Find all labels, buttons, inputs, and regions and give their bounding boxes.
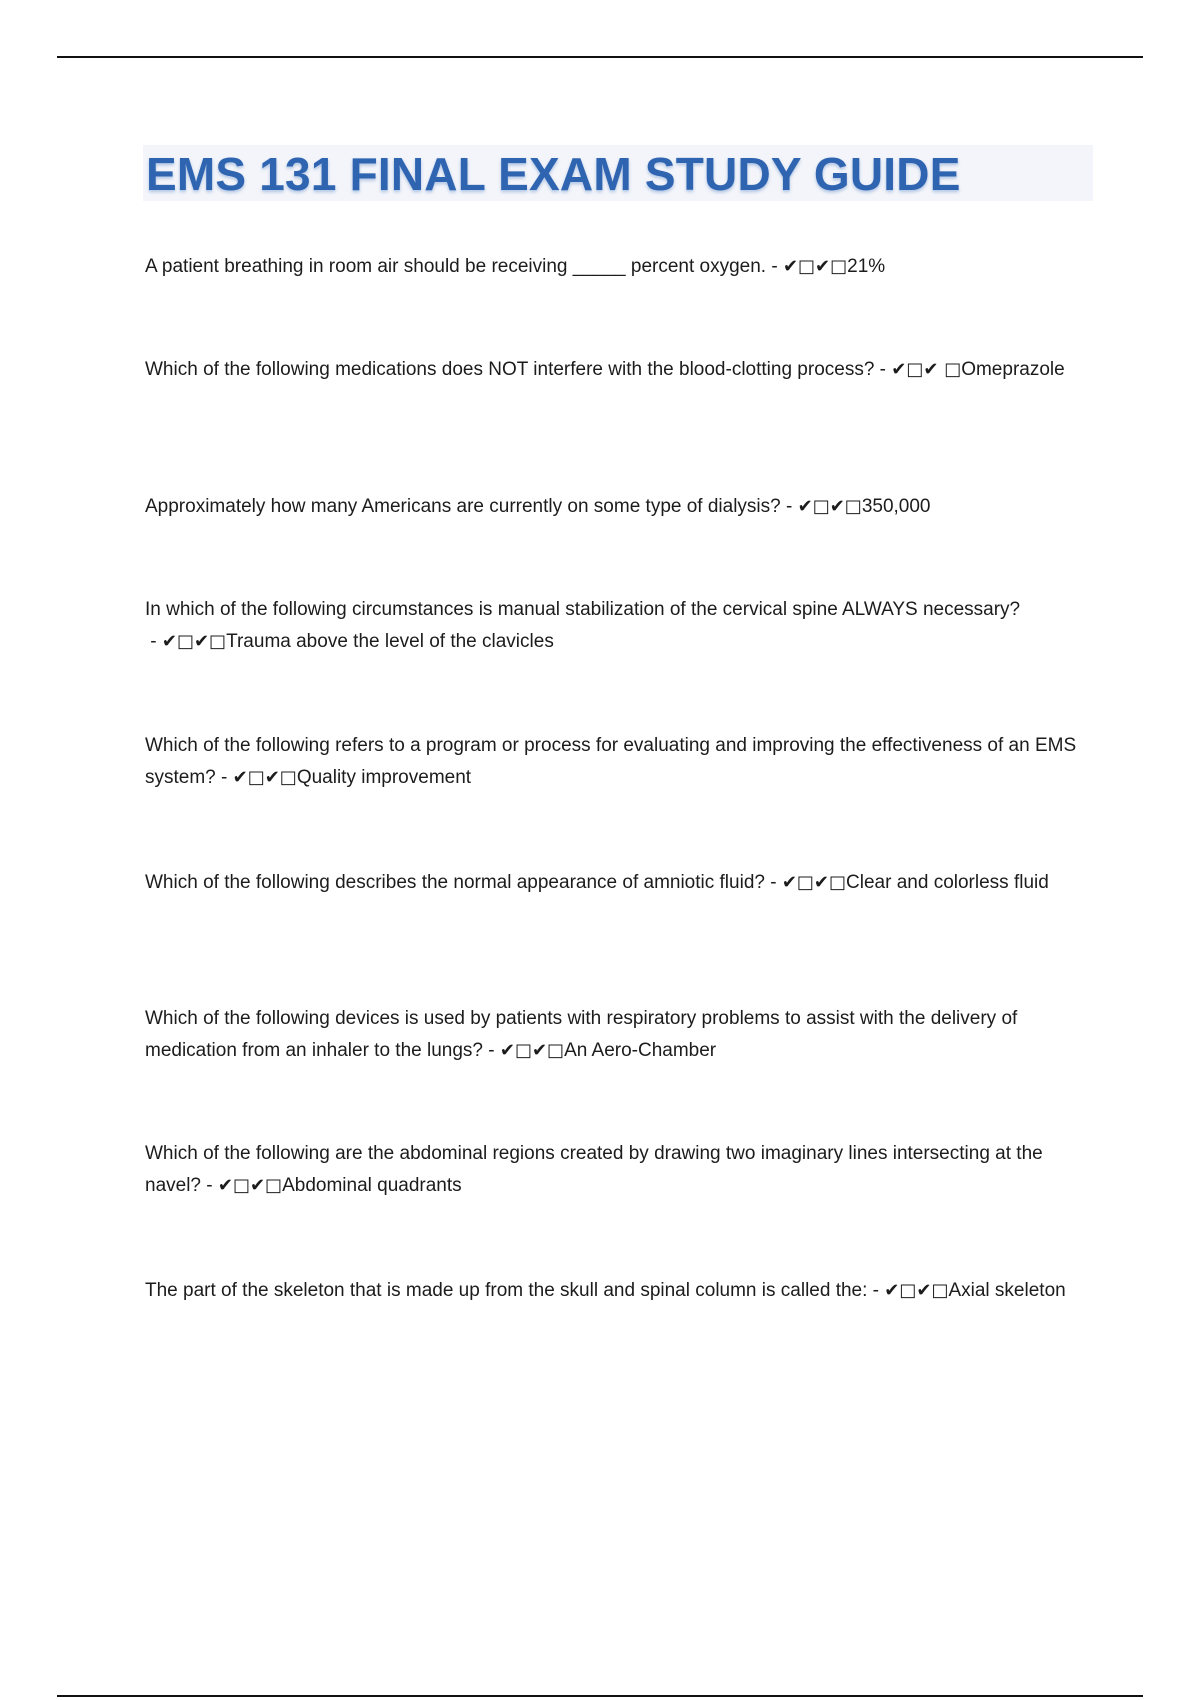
qa-item-4: In which of the following circumstances is manual stabilization of the cervical spine ALWAYS necessary? - ✔□✔□Trauma above the level of the clavicles [145, 599, 1021, 652]
qa-item-8: Which of the following are the abdominal regions created by drawing two imaginary lines intersecting at the navel? - ✔□✔□Abdominal quadrants [145, 1143, 1043, 1196]
check-icon: ✔□✔□ [217, 1175, 283, 1196]
check-icon: ✔□✔□ [884, 1280, 949, 1301]
question-text: Which of the following devices is used by patients with respiratory problems to assist with the delivery of medication from an inhaler to the lungs? [145, 1008, 1018, 1061]
answer-text: Quality improvement [296, 767, 472, 788]
qa-item-6: Which of the following describes the normal appearance of amniotic fluid? - ✔□✔□Clear and colorless fluid [145, 872, 1049, 893]
qa-item-3: Approximately how many Americans are currently on some type of dialysis? - ✔□✔□350,000 [145, 496, 931, 517]
question-text: In which of the following circumstances is manual stabilization of the cervical spine ALWAYS necessary? [145, 599, 1021, 620]
answer-text: Axial skeleton [948, 1280, 1066, 1301]
question-text: Which of the following describes the normal appearance of amniotic fluid? [145, 872, 765, 893]
answer-text: An Aero-Chamber [564, 1040, 717, 1061]
check-icon: ✔□✔□ [782, 256, 848, 277]
page-title: EMS 131 FINAL EXAM STUDY GUIDE [146, 148, 961, 200]
qa-item-1: A patient breathing in room air should be receiving _____ percent oxygen. - ✔□✔□21% [145, 256, 886, 277]
answer-text: 350,000 [861, 496, 931, 517]
question-text: Which of the following refers to a program or process for evaluating and improving the effectiveness of an EMS system? [145, 735, 1077, 788]
question-text: Which of the following medications does NOT interfere with the blood-clotting process? [145, 359, 875, 380]
question-text: The part of the skeleton that is made up from the skull and spinal column is called the: [145, 1280, 868, 1301]
answer-text: Trauma above the level of the clavicles [226, 631, 554, 652]
answer-text: Clear and colorless fluid [846, 872, 1049, 893]
qa-item-7: Which of the following devices is used by patients with respiratory problems to assist with the delivery of medication from an inhaler to the lungs? - ✔□✔□An Aero-Chamber [145, 1008, 1018, 1061]
qa-item-9: The part of the skeleton that is made up from the skull and spinal column is called the: - ✔□✔□Axial skeleton [145, 1280, 1066, 1301]
footer-rule [57, 1695, 1143, 1697]
check-icon: ✔□✔ □ [891, 359, 962, 380]
qa-item-5: Which of the following refers to a program or process for evaluating and improving the effectiveness of an EMS system? - ✔□✔□Quality improvement [145, 735, 1077, 788]
question-text: Approximately how many Americans are currently on some type of dialysis? [145, 496, 781, 517]
header-rule [57, 56, 1143, 58]
answer-text: 21% [847, 256, 886, 277]
qa-item-2: Which of the following medications does NOT interfere with the blood-clotting process? - ✔□✔ □Omeprazole [145, 359, 1065, 380]
check-icon: ✔□✔□ [499, 1040, 565, 1061]
answer-text: Omeprazole [961, 359, 1065, 380]
check-icon: ✔□✔□ [232, 767, 297, 788]
question-text: A patient breathing in room air should be receiving _____ percent oxygen. [145, 256, 767, 277]
question-text: Which of the following are the abdominal regions created by drawing two imaginary lines intersecting at the navel? [145, 1143, 1043, 1196]
check-icon: ✔□✔□ [781, 872, 847, 893]
check-icon: ✔□✔□ [797, 496, 862, 517]
answer-text: Abdominal quadrants [282, 1175, 462, 1196]
check-icon: ✔□✔□ [161, 631, 227, 652]
